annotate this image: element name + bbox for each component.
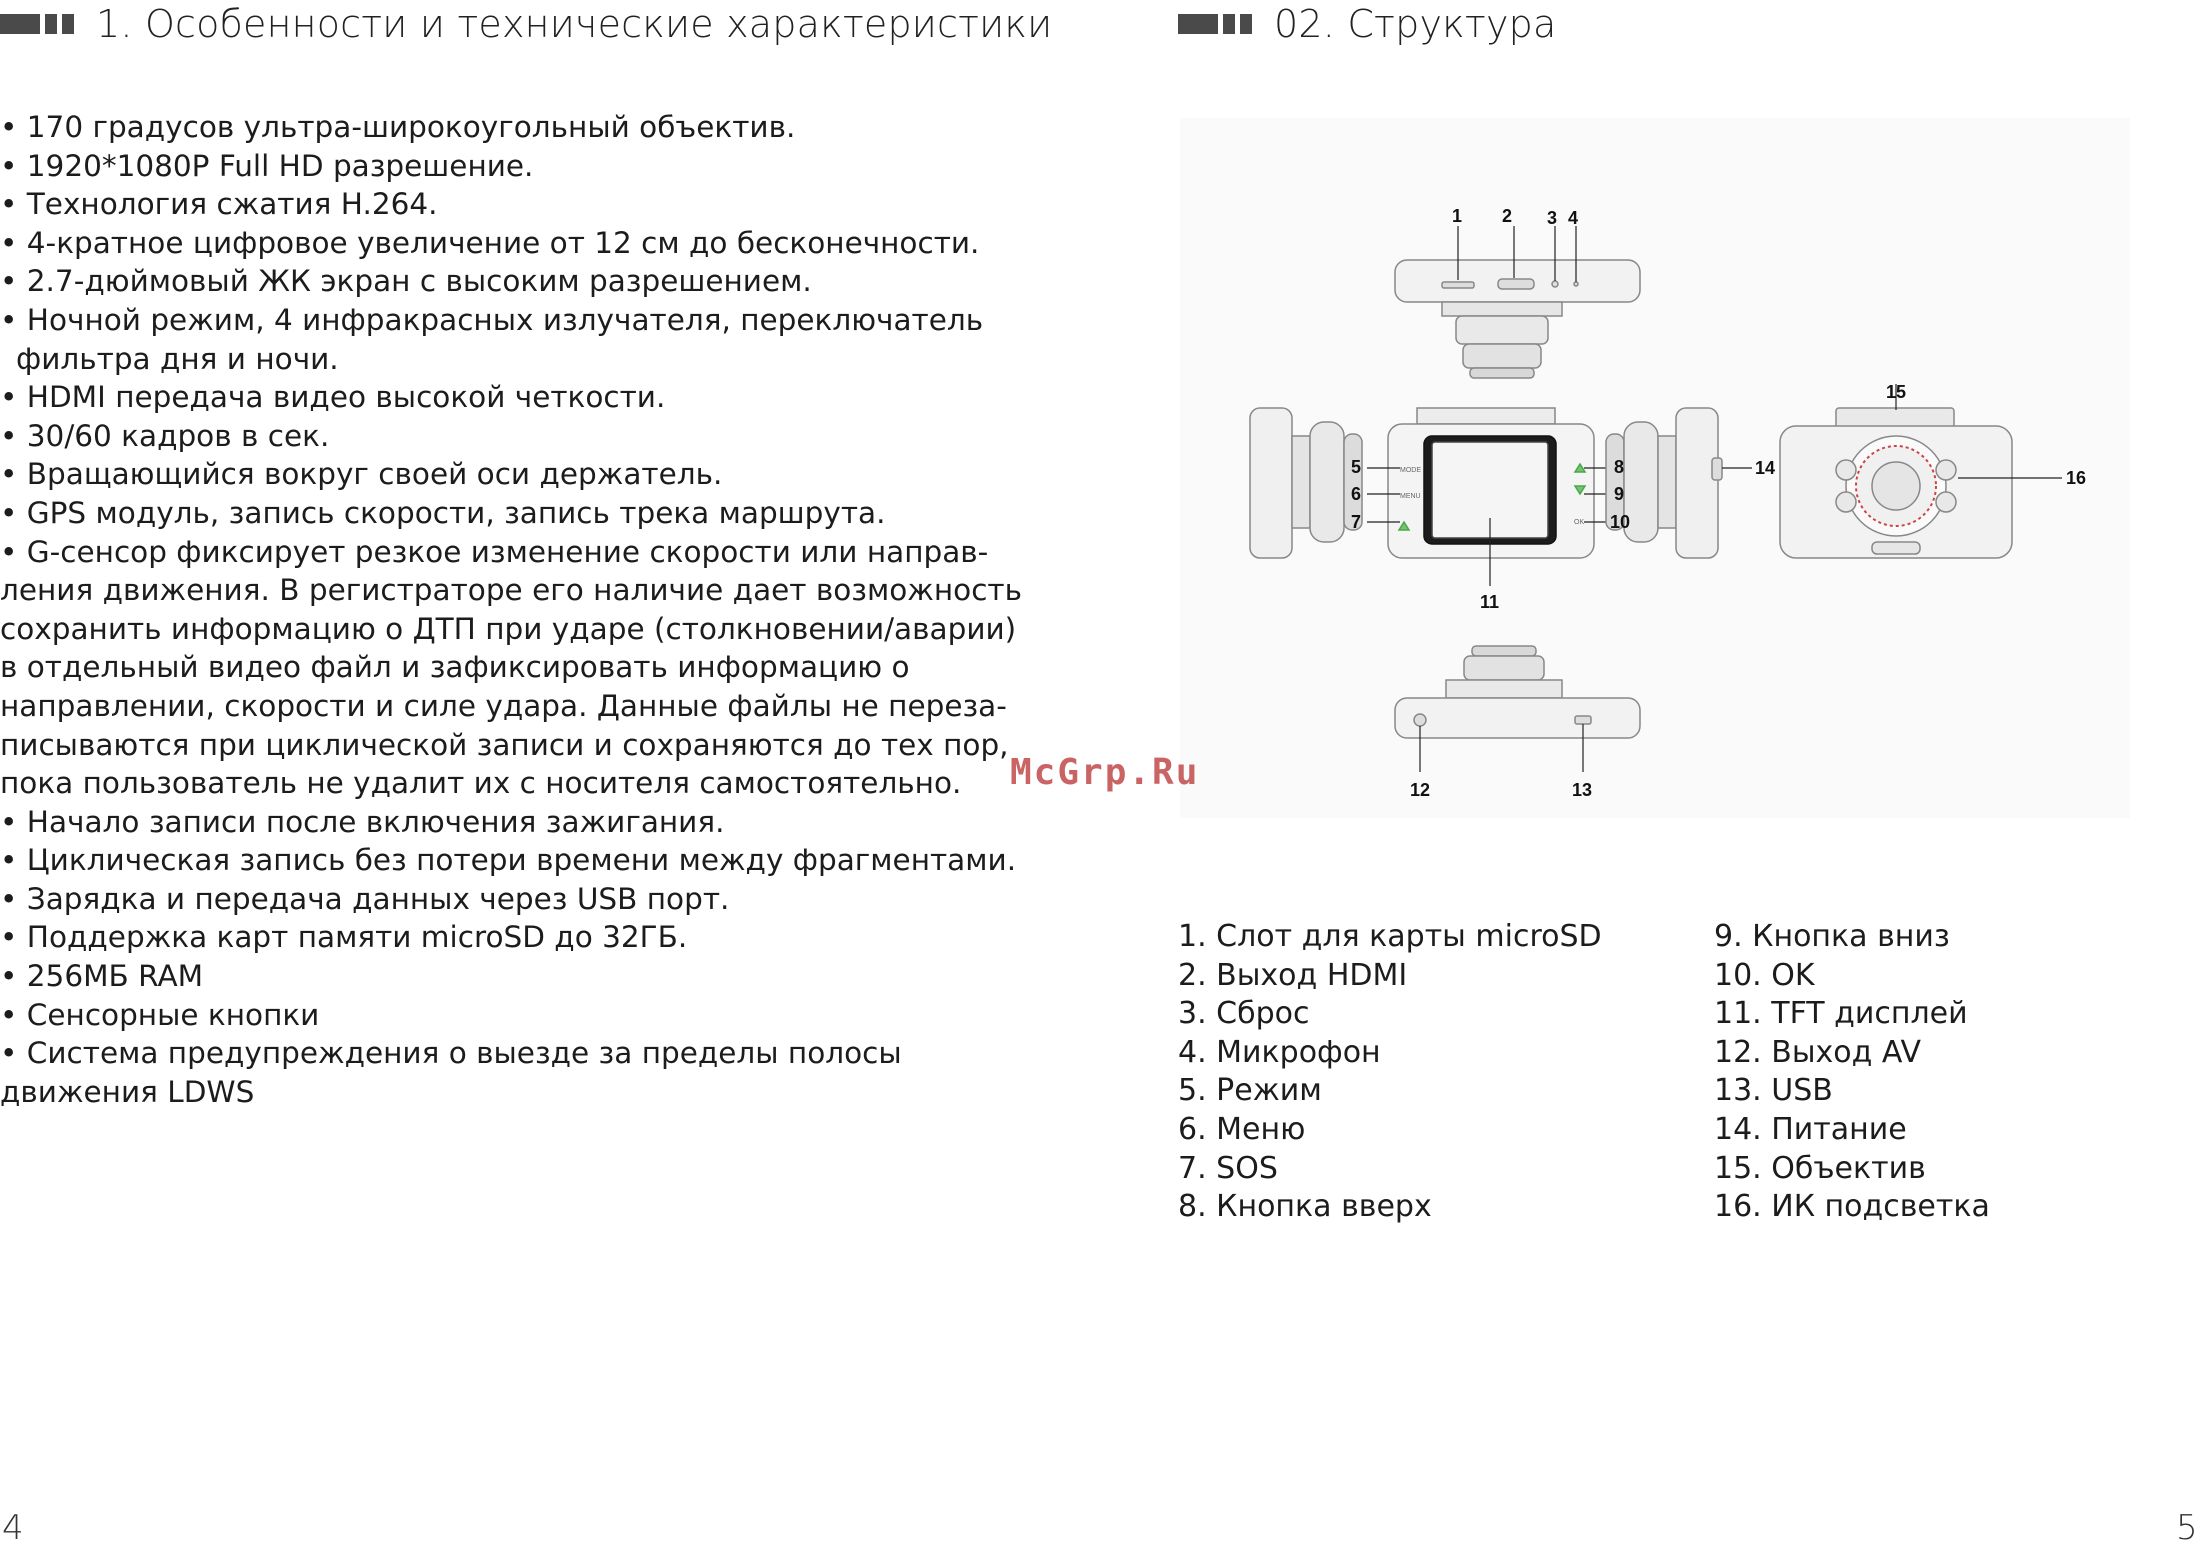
dashcam-structure-diagram — [1180, 118, 2130, 818]
callout-7: 7 — [1351, 512, 1362, 532]
section-bar-icon — [0, 14, 74, 34]
section-heading-structure — [1178, 0, 1556, 48]
ok-button-label: OK — [1574, 519, 1585, 526]
callout-14: 14 — [1755, 458, 1776, 478]
feature-item: • 4-кратное цифровое увеличение от 12 см до бесконечности. — [0, 225, 980, 260]
legend-item: 14. Питание — [1714, 1111, 1907, 1147]
left-side-view-drawing — [1250, 408, 1362, 558]
section-bar-icon — [1178, 14, 1252, 34]
feature-line-continuation: движения LDWS — [0, 1074, 255, 1109]
feature-item: • 30/60 кадров в сек. — [0, 418, 330, 453]
legend-item: 15. Объектив — [1714, 1150, 1926, 1186]
feature-item: • HDMI передача видео высокой четкости. — [0, 380, 666, 415]
callout-4: 4 — [1568, 208, 1579, 228]
dashcam-diagram-svg — [1180, 118, 2130, 818]
feature-item: • Система предупреждения о выезде за пределы полосы — [0, 1036, 902, 1071]
callout-12: 12 — [1410, 780, 1431, 800]
structure-title — [1274, 2, 1556, 46]
feature-item: • GPS модуль, запись скорости, запись трека маршрута. — [0, 495, 886, 530]
callout-5: 5 — [1351, 457, 1362, 477]
feature-line-continuation: писываются при циклической записи и сохраняются до тех пор, — [0, 727, 1009, 762]
feature-item: • Начало записи после включения зажигания. — [0, 804, 725, 839]
watermark-text: McGrp.Ru — [1010, 752, 1200, 793]
features-title — [96, 2, 1052, 46]
legend-item: 12. Выход AV — [1714, 1034, 1922, 1070]
parts-legend-left — [1178, 918, 1602, 1227]
callout-2: 2 — [1502, 206, 1513, 226]
callout-6: 6 — [1351, 484, 1362, 504]
legend-item: 11. TFT дисплей — [1714, 996, 1968, 1032]
feature-item: • Технология сжатия H.264. — [0, 187, 438, 222]
feature-item: • Вращающийся вокруг своей оси держатель. — [0, 457, 723, 492]
feature-item: • 170 градусов ультра-широкоугольный объектив. — [0, 110, 796, 144]
section-heading-features — [0, 0, 1052, 48]
callout-8: 8 — [1614, 457, 1625, 477]
features-heading-number: 1. — [96, 2, 133, 46]
top-view-drawing — [1395, 260, 1640, 378]
feature-item: • Циклическая запись без потери времени между фрагментами. — [0, 843, 1017, 878]
feature-item: • G-сенсор фиксирует резкое изменение скорости или направ- — [0, 534, 989, 569]
legend-item: 10. OK — [1714, 957, 1815, 993]
feature-item: • 1920*1080P Full HD разрешение. — [0, 148, 534, 183]
legend-item: 8. Кнопка вверх — [1178, 1189, 1432, 1225]
callout-13: 13 — [1572, 780, 1593, 800]
callout-10: 10 — [1610, 512, 1631, 532]
menu-button-label: MENU — [1400, 493, 1421, 500]
lens-view-drawing — [1780, 408, 2012, 558]
legend-item: 16. ИК подсветка — [1714, 1189, 1990, 1225]
legend-item: 3. Сброс — [1178, 996, 1310, 1032]
feature-line-continuation: направлении, скорости и силе удара. Данные файлы не переза- — [0, 688, 1007, 723]
legend-item: 6. Меню — [1178, 1111, 1306, 1147]
feature-item: • Зарядка и передача данных через USB порт. — [0, 881, 730, 916]
features-heading-text: Особенности и технические характеристики — [144, 2, 1053, 46]
right-side-view-drawing — [1606, 408, 1722, 558]
front-view-drawing — [1388, 408, 1594, 558]
feature-item: • Поддержка карт памяти microSD до 32ГБ. — [0, 920, 688, 955]
feature-item: • 256МБ RAM — [0, 959, 204, 994]
feature-line-continuation: фильтра дня и ночи. — [16, 341, 339, 376]
structure-heading-number: 02. — [1274, 2, 1336, 46]
legend-item: 9. Кнопка вниз — [1714, 919, 1950, 954]
page-number-left: 4 — [2, 1508, 24, 1548]
callout-9: 9 — [1614, 484, 1625, 504]
bottom-view-drawing — [1395, 646, 1640, 738]
legend-item: 5. Режим — [1178, 1073, 1322, 1109]
callout-3: 3 — [1547, 208, 1558, 228]
legend-item: 2. Выход HDMI — [1178, 957, 1408, 993]
feature-line-continuation: ления движения. В регистраторе его наличие дает возможность — [0, 573, 1022, 608]
feature-line-continuation: пока пользователь не удалит их с носителя самостоятельно. — [0, 766, 962, 801]
feature-item: • 2.7-дюймовый ЖК экран с высоким разрешением. — [0, 264, 812, 299]
callout-11: 11 — [1480, 592, 1500, 612]
callout-16: 16 — [2066, 468, 2087, 488]
legend-item: 1. Слот для карты microSD — [1178, 919, 1602, 954]
structure-heading-text: Структура — [1347, 2, 1557, 46]
page-number-right: 5 — [2176, 1508, 2198, 1548]
callout-1: 1 — [1452, 206, 1463, 226]
feature-line-continuation: в отдельный видео файл и зафиксировать информацию о — [0, 650, 910, 685]
parts-legend-right — [1714, 918, 1990, 1227]
callout-15: 15 — [1886, 382, 1907, 402]
legend-item: 13. USB — [1714, 1073, 1833, 1109]
legend-item: 4. Микрофон — [1178, 1034, 1381, 1070]
feature-line-continuation: сохранить информацию о ДТП при ударе (столкновении/аварии) — [0, 611, 1017, 646]
features-list — [0, 108, 1022, 1111]
feature-item: • Сенсорные кнопки — [0, 997, 320, 1032]
mode-button-label: MODE — [1400, 467, 1421, 474]
legend-item: 7. SOS — [1178, 1150, 1278, 1186]
feature-item: • Ночной режим, 4 инфракрасных излучателя, переключатель — [0, 302, 984, 337]
